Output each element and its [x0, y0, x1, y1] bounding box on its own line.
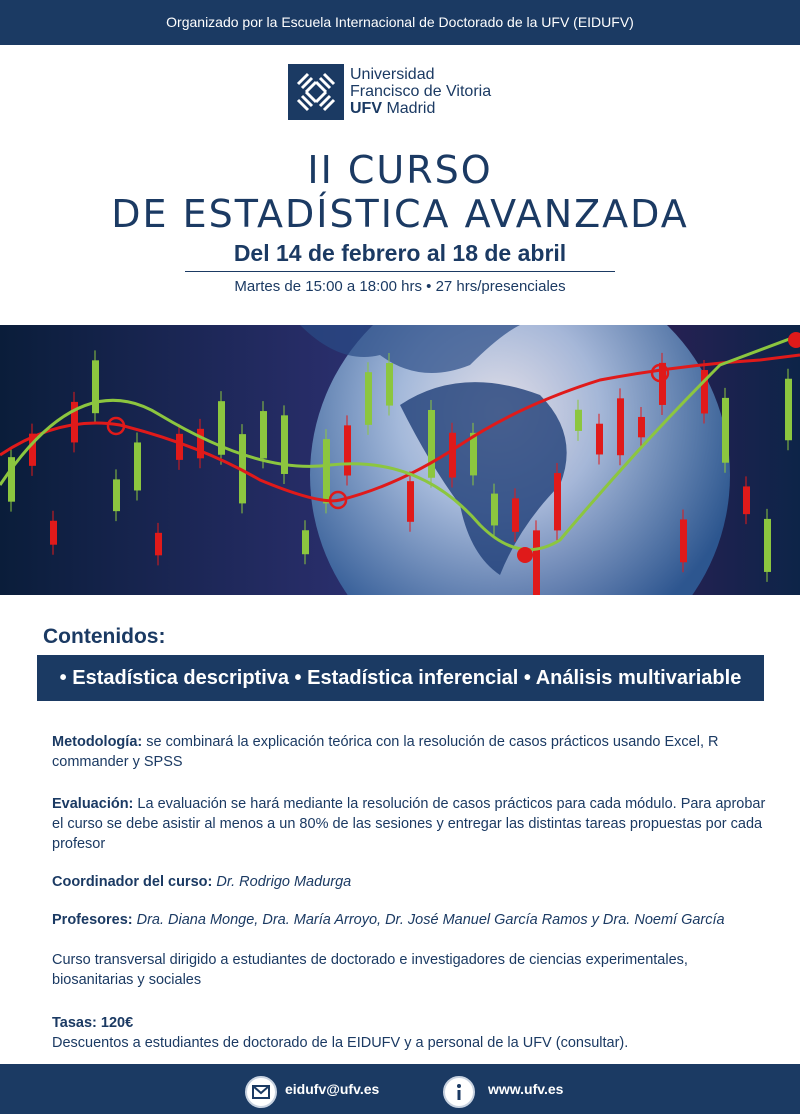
- candle-body: [197, 429, 204, 458]
- candle-body: [134, 442, 141, 490]
- candle-body: [491, 494, 498, 526]
- candle-body: [302, 530, 309, 554]
- fees-label: Tasas: 120€: [52, 1015, 134, 1031]
- candle-body: [155, 533, 162, 556]
- candle-body: [386, 363, 393, 406]
- professors-label: Profesores:: [52, 912, 133, 928]
- professors-names: Dra. Diana Monge, Dra. María Arroyo, Dr. José Manuel García Ramos y Dra. Noemí García: [132, 912, 725, 928]
- candle-body: [764, 519, 771, 572]
- logo-line-3: [350, 100, 491, 117]
- methodology-text: se combinará la explicación teórica con la resolución de casos prácticos usando Excel, R commander y SPSS: [52, 734, 719, 770]
- candle-body: [176, 434, 183, 460]
- website-link[interactable]: www.ufv.es: [488, 1081, 564, 1097]
- coordinator-paragraph: [52, 872, 772, 892]
- contact-email-link[interactable]: eidufv@ufv.es: [285, 1081, 380, 1097]
- evaluation-paragraph: [52, 794, 772, 854]
- candle-body: [113, 479, 120, 511]
- candle-body: [344, 425, 351, 475]
- candle-body: [554, 473, 561, 530]
- candle-body: [407, 481, 414, 522]
- course-title-line-2: DE ESTADÍSTICA AVANZADA: [111, 192, 689, 236]
- course-dates: Del 14 de febrero al 18 de abril: [233, 240, 567, 266]
- candle-body: [617, 398, 624, 455]
- candle-body: [575, 410, 582, 431]
- logo-madrid: Madrid: [382, 100, 436, 117]
- candle-body: [428, 410, 435, 478]
- professors-paragraph: [52, 910, 772, 930]
- contents-topics: • Estadística descriptiva • Estadística inferencial • Análisis multivariable: [59, 667, 742, 689]
- course-schedule: Martes de 15:00 a 18:00 hrs • 27 hrs/presenciales: [234, 278, 566, 295]
- title-divider: [185, 271, 615, 272]
- logo-line-1: Universidad: [350, 66, 435, 83]
- coordinator-label: Coordinador del curso:: [52, 874, 213, 890]
- fees-paragraph: [52, 1013, 772, 1053]
- evaluation-text: La evaluación se hará mediante la resolución de casos prácticos para cada módulo. Para aprobar el curso se debe asistir al menos a un 80% de las sesiones y entregar las distintas tareas propuestas por cada profesor: [52, 796, 766, 852]
- organizer-banner: [0, 0, 800, 45]
- candle-body: [722, 398, 729, 463]
- ufv-logo-icon: [288, 64, 344, 120]
- organizer-text: Organizado por la Escuela Internacional de Doctorado de la UFV (EIDUFV): [166, 14, 634, 30]
- candle-body: [680, 519, 687, 562]
- email-icon: [245, 1076, 277, 1108]
- candle-body: [92, 360, 99, 413]
- candle-body: [323, 439, 330, 503]
- evaluation-label: Evaluación:: [52, 796, 134, 812]
- candle-body: [533, 530, 540, 595]
- candle-body: [260, 411, 267, 458]
- audience-paragraph: Curso transversal dirigido a estudiantes de doctorado e investigadores de ciencias experimentales, biosanitarias y sociales: [52, 952, 688, 988]
- methodology-paragraph: [52, 732, 772, 772]
- logo-wordmark: [350, 66, 491, 117]
- candle-body: [743, 486, 750, 514]
- candle-body: [638, 417, 645, 437]
- logo-ufv: UFV: [350, 100, 382, 117]
- candle-body: [512, 498, 519, 532]
- candle-body: [785, 379, 792, 441]
- fees-text: Descuentos a estudiantes de doctorado de la EIDUFV y a personal de la UFV (consultar).: [52, 1035, 629, 1051]
- finance-globe-banner: [0, 325, 800, 595]
- candle-body: [596, 424, 603, 455]
- university-logo[interactable]: [288, 64, 528, 122]
- candle-body: [50, 521, 57, 545]
- candle-body: [449, 433, 456, 478]
- contact-footer: [0, 1064, 800, 1114]
- methodology-label: Metodología:: [52, 734, 143, 750]
- contents-topics-bar: [37, 655, 764, 701]
- coordinator-name: Dr. Rodrigo Madurga: [212, 874, 352, 890]
- course-title-line-1: II CURSO: [307, 148, 493, 192]
- logo-line-2: Francisco de Vitoria: [350, 83, 492, 100]
- info-icon: [443, 1076, 475, 1108]
- candle-body: [365, 372, 372, 425]
- contents-heading: Contenidos:: [43, 625, 166, 648]
